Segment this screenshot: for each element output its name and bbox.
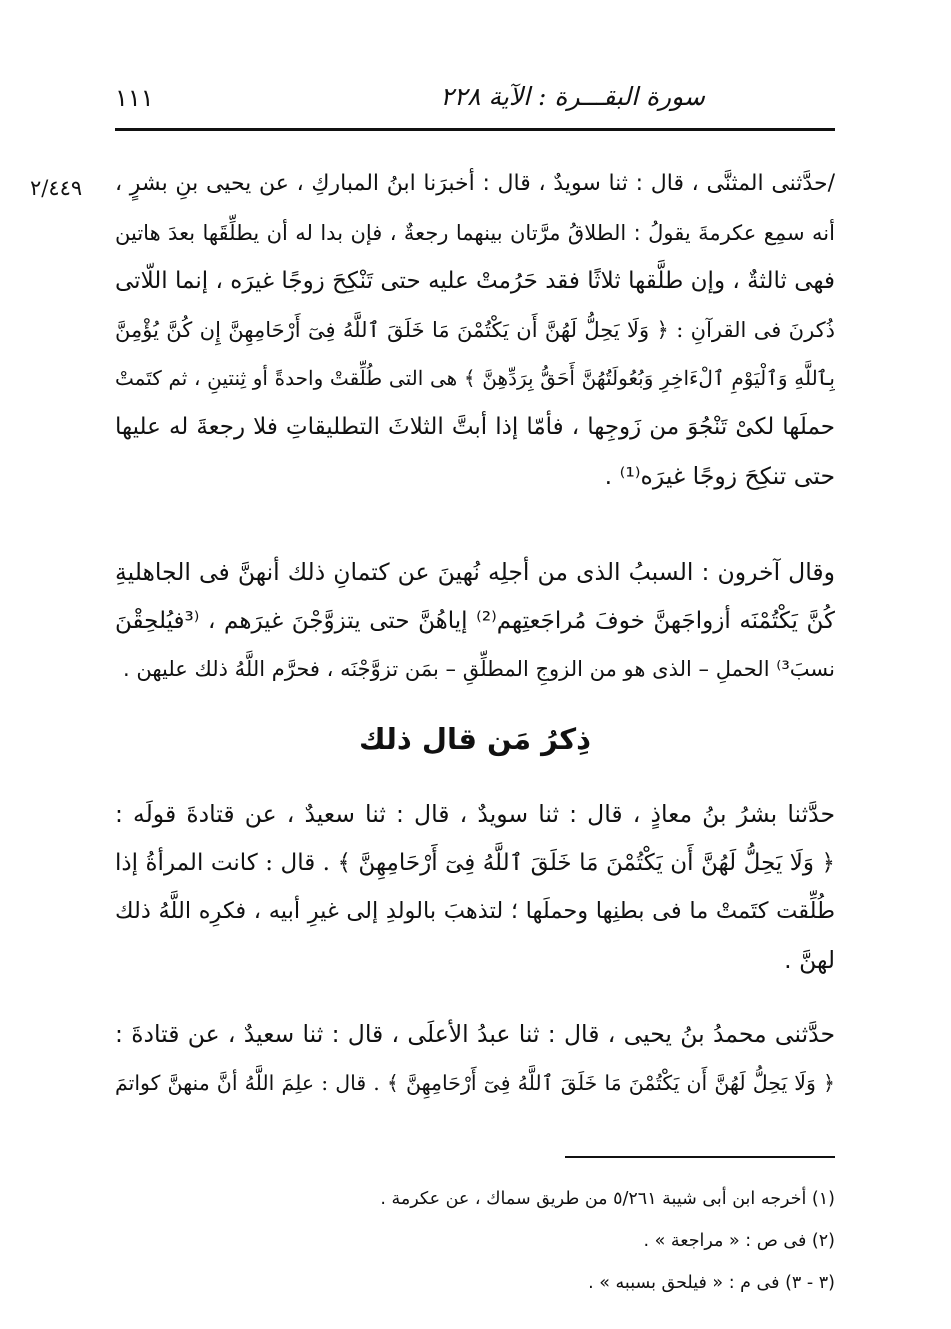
text-line: حتى تنكِحَ زوجًا غيرَه⁽¹⁾ . — [604, 461, 835, 490]
text-line: نسبَ³⁾ الحملِ – الذى هو من الزوجِ المطلِّقِ – بمَن تزوَّجْنَه ، فحرَّم اللَّهُ ذلك عليهن . — [123, 657, 835, 682]
margin-reference: ٢/٤٤٩ — [30, 176, 83, 200]
text-line: وقال آخرون : السببُ الذى من أجلِه نُهينَ عن كتمانِ ذلك أنهنَّ فى الجاهليةِ — [115, 558, 835, 586]
header-rule — [115, 128, 835, 131]
footnote: (٢) فى ص : « مراجعة » . — [643, 1231, 835, 1251]
text-line: كُنَّ يَكْتُمْنَه أزواجَهنَّ خوفَ مُراجَعتِهم⁽²⁾ إياهُنَّ حتى يتزوَّجْنَ غيرَهم ، ⁽³فيُلحِقْنَ — [115, 607, 835, 634]
text-line: أنه سمِع عكرمةَ يقولُ : الطلاقُ مرَّتان بينهما رجعةٌ ، فإن بدا له أن يطلِّقَها بعدَ هاتين — [115, 220, 835, 245]
text-line: ﴿ وَلَا يَحِلُّ لَهُنَّ أَن يَكْتُمْنَ مَا خَلَقَ ٱللَّهُ فِىٓ أَرْحَامِهِنَّ ﴾ . قال : علِمَ اللَّهُ أنَّ منهنَّ كواتمَ — [115, 1070, 835, 1095]
page-header — [115, 80, 835, 124]
section-heading: ذِكرُ مَن قال ذلك — [359, 722, 591, 756]
text-line: فهى ثالثةٌ ، وإن طلَّقها ثلاثًا فقد حَرُمتْ عليه حتى تَنْكِحَ زوجًا غيرَه ، إنما اللّاتى — [115, 268, 835, 295]
footnote: (٣ - ٣) فى م : « فيلحق بسببه » . — [588, 1273, 835, 1293]
paragraph-3 — [115, 790, 835, 984]
page-number: ١١١ — [115, 84, 154, 112]
text-line: لهنَّ . — [784, 945, 835, 974]
paragraph-4 — [115, 1010, 835, 1107]
text-line: حدَّثنى محمدُ بنُ يحيى ، قال : ثنا عبدُ الأعلَى ، قال : ثنا سعيدٌ ، عن قتادةَ : — [115, 1020, 835, 1048]
text-line: ﴿ وَلَا يَحِلُّ لَهُنَّ أَن يَكْتُمْنَ مَا خَلَقَ ٱللَّهُ فِىٓ أَرْحَامِهِنَّ ﴾ . قال : كانت المرأةُ إذا — [115, 849, 835, 876]
text-line: حدَّثنا بشرُ بنُ معاذٍ ، قال : ثنا سويدٌ ، قال : ثنا سعيدٌ ، عن قتادةَ قولَه : — [115, 800, 835, 828]
text-line: بِٱللَّهِ وَٱلْيَوْمِ ٱلْءَاخِرِ وَبُعُولَتُهُنَّ أَحَقُّ بِرَدِّهِنَّ ﴾ هى التى طُلِّقتْ واحدةً أو ثِنتينِ ، ثم كتَمتْ — [115, 366, 835, 391]
text-line: ذُكرنَ فى القرآنِ : ﴿ وَلَا يَحِلُّ لَهُنَّ أَن يَكْتُمْنَ مَا خَلَقَ ٱللَّهُ فِىٓ أَرْحَامِهِنَّ إِن كُنَّ يُؤْمِنَّ — [115, 317, 835, 342]
text-line: حملَها لكىْ تَنْجُوَ من زَوجِها ، فأمّا إذا أبتَّ الثلاثَ التطليقاتِ فلا رجعةَ له عليها — [115, 413, 835, 440]
paragraph-1 — [115, 160, 835, 500]
running-title: سورة البقـــرة : الآية ٢٢٨ — [440, 82, 705, 111]
text-line: طُلِّقت كتَمتْ ما فى بطنِها وحملَها ؛ لتذهبَ بالولدِ إلى غيرِ أبيه ، فكرِه اللَّهُ ذلك — [115, 898, 835, 925]
footnote-rule — [565, 1156, 835, 1158]
footnote: (١) أخرجه ابن أبى شيبة ٥/٢٦١ من طريق سماك ، عن عكرمة . — [380, 1189, 835, 1209]
footnotes — [115, 1178, 835, 1304]
paragraph-2 — [115, 548, 835, 694]
text-line: /حدَّثنى المثنَّى ، قال : ثنا سويدٌ ، قال : أخبرَنا ابنُ المباركِ ، عن يحيى بنِ بشرٍ ، — [115, 171, 835, 196]
